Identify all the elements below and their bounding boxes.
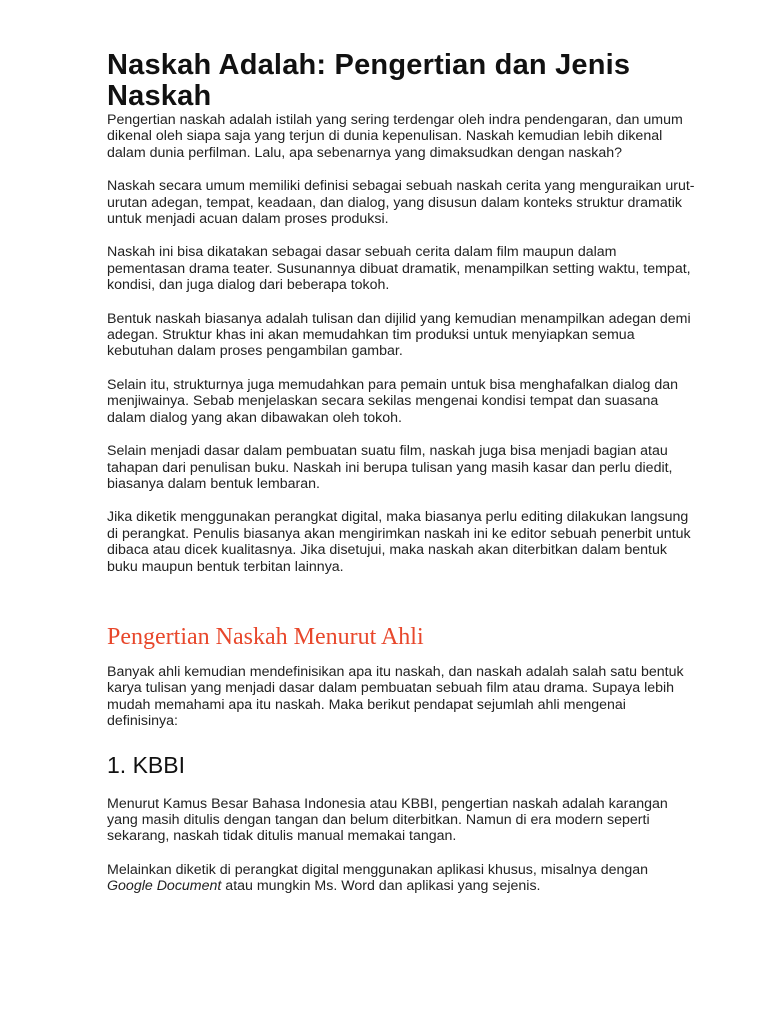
intro-paragraph-6: Selain menjadi dasar dalam pembuatan suatu film, naskah juga bisa menjadi bagian atau tahapan dari penulisan buku. Naskah ini berupa tulisan yang masih kasar dan perlu diedit, biasanya dalam bentuk lembaran. (107, 443, 673, 492)
section-heading: Pengertian Naskah Menurut Ahli (107, 623, 424, 650)
last-paragraph-before: Melainkan diketik di perangkat digital menggunakan aplikasi khusus, misalnya dengan (107, 861, 649, 878)
section-paragraph: Banyak ahli kemudian mendefinisikan apa itu naskah, dan naskah adalah salah satu bentuk karya tulisan yang menjadi dasar dalam pembuatan sebuah film atau drama. Supaya lebih mudah memahami apa itu naskah. Maka berikut pendapat sejumlah ahli mengenai definisinya: (107, 663, 684, 730)
kbbi-paragraph: Menurut Kamus Besar Bahasa Indonesia atau KBBI, pengertian naskah adalah karangan yang masih ditulis dengan tangan dan belum diterbitkan. Namun di era modern seperti sekarang, naskah tidak ditulis manual memakai tangan. (107, 795, 668, 845)
last-paragraph-after: atau mungkin Ms. Word dan aplikasi yang sejenis. (221, 878, 541, 895)
intro-paragraph-3: Naskah ini bisa dikatakan sebagai dasar sebuah cerita dalam film maupun dalam pementasan drama teater. Susunannya dibuat dramatik, menampilkan setting waktu, tempat, kondisi, dan juga dialog dari beberapa tokoh. (107, 244, 691, 294)
article-title: Naskah Adalah: Pengertian dan Jenis Naskah (107, 49, 631, 112)
intro-paragraph-1: Pengertian naskah adalah istilah yang sering terdengar oleh indra pendengaran, dan umum dikenal oleh siapa saja yang terjun di dunia kepenulisan. Naskah kemudian lebih dikenal dalam dunia perfilman. Lalu, apa sebenarnya yang dimaksudkan dengan naskah? (107, 112, 683, 161)
intro-paragraph-4: Bentuk naskah biasanya adalah tulisan dan dijilid yang kemudian menampilkan adegan demi adegan. Struktur khas ini akan memudahkan tim produksi untuk menyiapkan semua kebutuhan dalam proses pengambilan gambar. (107, 310, 691, 360)
google-document-emphasis: Google Document (107, 878, 222, 895)
article-body (107, 50, 697, 912)
intro-paragraph-7: Jika diketik menggunakan perangkat digital, maka biasanya perlu editing dilakukan langsung di perangkat. Penulis biasanya akan mengirimkan naskah ini ke editor sebuah penerbit untuk dibaca atau dicek kualitasnya. Jika disetujui, maka naskah akan diterbitkan dalam bentuk buku maupun bentuk terbitan lainnya. (107, 509, 691, 575)
intro-paragraph-2: Naskah secara umum memiliki definisi sebagai sebuah naskah cerita yang menguraikan urut-urutan adegan, tempat, keadaan, dan dialog, yang disusun dalam konteks struktur dramatik untuk menjadi acuan dalam proses produksi. (107, 178, 695, 228)
kbbi-subheading: 1. KBBI (107, 751, 185, 778)
last-paragraph (107, 862, 697, 895)
intro-paragraph-5: Selain itu, strukturnya juga memudahkan para pemain untuk bisa menghafalkan dialog dan menjiwainya. Sebab menjelaskan secara sekilas mengenai kondisi tempat dan suasana dalam dialog yang akan dibawakan oleh tokoh. (107, 376, 679, 426)
